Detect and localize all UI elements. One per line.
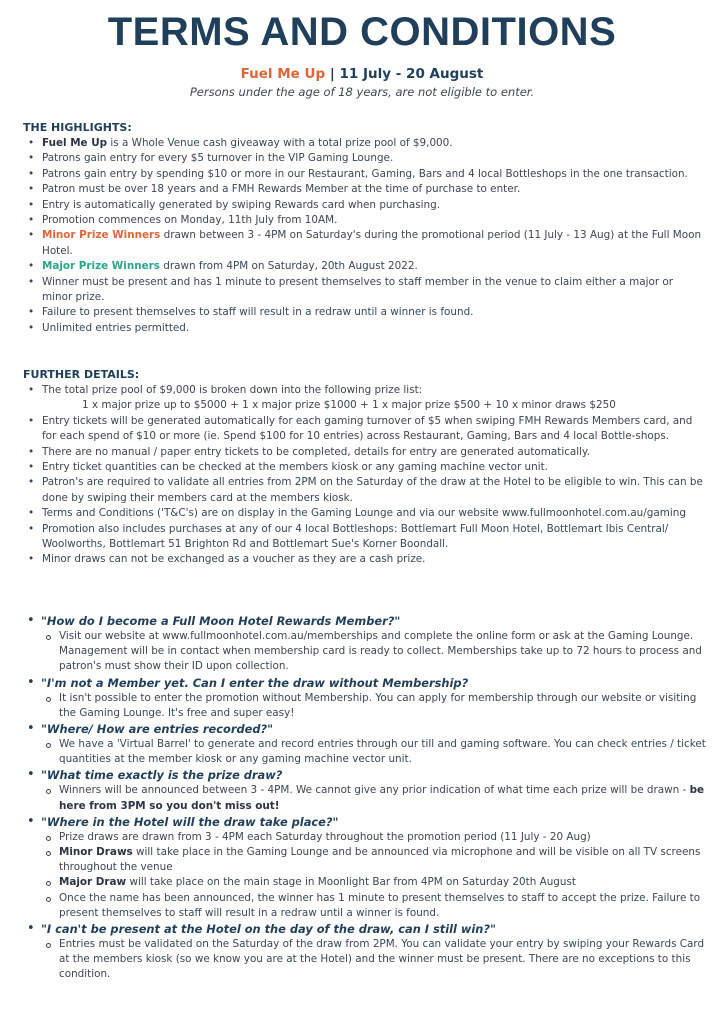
faq-question: • "How do I become a Full Moon Hotel Rewards Member?" xyxy=(41,614,401,628)
faq-answer: We have a 'Virtual Barrel' to generate and record entries through our till and gaming software. You can check entries / ticket quantities at the member kiosk or any gaming machine vector unit. xyxy=(41,737,716,767)
faq-answers xyxy=(41,737,716,767)
faq-item xyxy=(26,814,716,921)
faq-answer: It isn't possible to enter the promotion without Membership. You can apply for membership through our website or visiting the Gaming Lounge. It's free and super easy! xyxy=(41,691,716,721)
promo-dates: | 11 July - 20 August xyxy=(325,66,484,82)
faq-question: • "Where in the Hotel will the draw take place?" xyxy=(41,814,339,829)
list-item: • Entry is automatically generated by swiping Rewards card when purchasing. xyxy=(22,198,702,213)
arrive-early-note: be here from 3PM so you don't miss out! xyxy=(59,784,705,812)
list-item: • The total prize pool of $9,000 is broken down into the following prize list: 1 x major prize up to $5000 + 1 x major prize $1000 + 1 x major prize $500 + 10 x minor draws $250 xyxy=(22,383,706,414)
prize-breakdown: 1 x major prize up to $5000 + 1 x major prize $1000 + 1 x major prize $500 + 10 x minor draws $250 xyxy=(82,399,616,412)
list-item: • Minor Prize Winners drawn between 3 - 4PM on Saturday's during the promotional period (11 July - 13 Aug) at the Full Moon Hotel. xyxy=(22,228,702,259)
promo-subtitle xyxy=(0,66,724,82)
list-item: • Winner must be present and has 1 minute to present themselves to staff member in the venue to claim either a major or minor prize. xyxy=(22,275,702,306)
faq-item xyxy=(26,613,716,675)
list-item: • Unlimited entries permitted. xyxy=(22,321,702,336)
further-details-heading: FURTHER DETAILS: xyxy=(23,368,140,381)
faq-answer: Visit our website at www.fullmoonhotel.com.au/memberships and complete the online form or ask at the Gaming Lounge. Management will be in contact when membership card is ready to collect. Memberships take up to 72 hours to process and patron's must show their ID upon collection. xyxy=(41,629,716,675)
highlights-list xyxy=(22,136,702,336)
faq-question: • "What time exactly is the prize draw? xyxy=(41,768,283,783)
faq-question: • "I can't be present at the Hotel on the day of the draw, can I still win?" xyxy=(41,922,496,937)
faq-item xyxy=(26,767,716,813)
faq-answer: Major Draw will take place on the main stage in Moonlight Bar from 4PM on Saturday 20th August xyxy=(41,875,716,890)
faq-answer: Once the name has been announced, the winner has 1 minute to present themselves to staff to accept the prize. Failure to present themselves to staff will result in a redraw until a winner is found. xyxy=(41,891,716,921)
faq-answer: Prize draws are drawn from 3 - 4PM each Saturday throughout the promotion period (11 July - 20 Aug) xyxy=(41,830,716,845)
major-prize-label: Major Prize Winners xyxy=(42,260,160,273)
faq-answer: Entries must be validated on the Saturday of the draw from 2PM. You can validate your entry by swiping your Rewards Card at the members kiosk (so we know you are at the Hotel) and the winner must be present. There are no exceptions to this condition. xyxy=(41,937,716,983)
faq-answers xyxy=(41,783,716,813)
further-details-list xyxy=(22,383,706,568)
faq-item xyxy=(26,921,716,983)
faq-answers xyxy=(41,691,716,721)
faq-item xyxy=(26,721,716,767)
list-item: • Patrons gain entry by spending $10 or more in our Restaurant, Gaming, Bars and 4 local Bottleshops in the one transaction. xyxy=(22,167,702,182)
list-item: • Fuel Me Up is a Whole Venue cash giveaway with a total prize pool of $9,000. xyxy=(22,136,702,151)
age-notice: Persons under the age of 18 years, are not eligible to enter. xyxy=(189,85,535,99)
list-item: • Promotion also includes purchases at any of our 4 local Bottleshops: Bottlemart Full Moon Hotel, Bottlemart Ibis Central/ Woolworths, Bottlemart 51 Brighton Rd and Bottlemart Sue's Korner Boondall. xyxy=(22,522,706,553)
minor-prize-label: Minor Prize Winners xyxy=(42,229,161,242)
list-item: • Entry tickets will be generated automatically for each gaming turnover of $5 when swiping FMH Rewards Members card, and for each spend of $10 or more (ie. Spend $100 for 10 entries) across Restaurant, Gaming, Bars and 4 local Bottle-shops. xyxy=(22,414,706,445)
faq-question: • "Where/ How are entries recorded?" xyxy=(41,722,274,737)
promo-name: Fuel Me Up xyxy=(240,66,326,82)
faq-answer: Minor Draws will take place in the Gaming Lounge and be announced via microphone and will be visible on all TV screens throughout the venue xyxy=(41,845,716,875)
list-item: • Terms and Conditions ('T&C's) are on display in the Gaming Lounge and via our website www.fullmoonhotel.com.au/gaming xyxy=(22,506,706,521)
faq-answers xyxy=(41,830,716,921)
list-item: • Patron's are required to validate all entries from 2PM on the Saturday of the draw at the Hotel to be eligible to win. This can be done by swiping their members card at the members kiosk. xyxy=(22,475,706,506)
highlights-heading: THE HIGHLIGHTS: xyxy=(23,121,132,134)
list-item: • Patrons gain entry for every $5 turnover in the VIP Gaming Lounge. xyxy=(22,151,702,166)
faq-list xyxy=(26,613,716,983)
list-item: • There are no manual / paper entry tickets to be completed, details for entry are generated automatically. xyxy=(22,445,706,460)
list-item: • Entry ticket quantities can be checked at the members kiosk or any gaming machine vector unit. xyxy=(22,460,706,475)
list-item: • Promotion commences on Monday, 11th July from 10AM. xyxy=(22,213,702,228)
faq-question: • "I'm not a Member yet. Can I enter the draw without Membership? xyxy=(41,675,469,690)
faq-item xyxy=(26,675,716,721)
list-item: • Minor draws can not be exchanged as a voucher as they are a cash prize. xyxy=(22,552,706,567)
faq-answers xyxy=(41,937,716,983)
faq-answer: Winners will be announced between 3 - 4PM. We cannot give any prior indication of what time each prize will be drawn - be here from 3PM so you don't miss out! xyxy=(41,783,716,813)
list-item: • Patron must be over 18 years and a FMH Rewards Member at the time of purchase to enter. xyxy=(22,182,702,197)
page-title: TERMS AND CONDITIONS xyxy=(107,10,617,54)
list-item: • Failure to present themselves to staff will result in a redraw until a winner is found. xyxy=(22,305,702,320)
faq-answers xyxy=(41,629,716,675)
list-item: • Major Prize Winners drawn from 4PM on Saturday, 20th August 2022. xyxy=(22,259,702,274)
